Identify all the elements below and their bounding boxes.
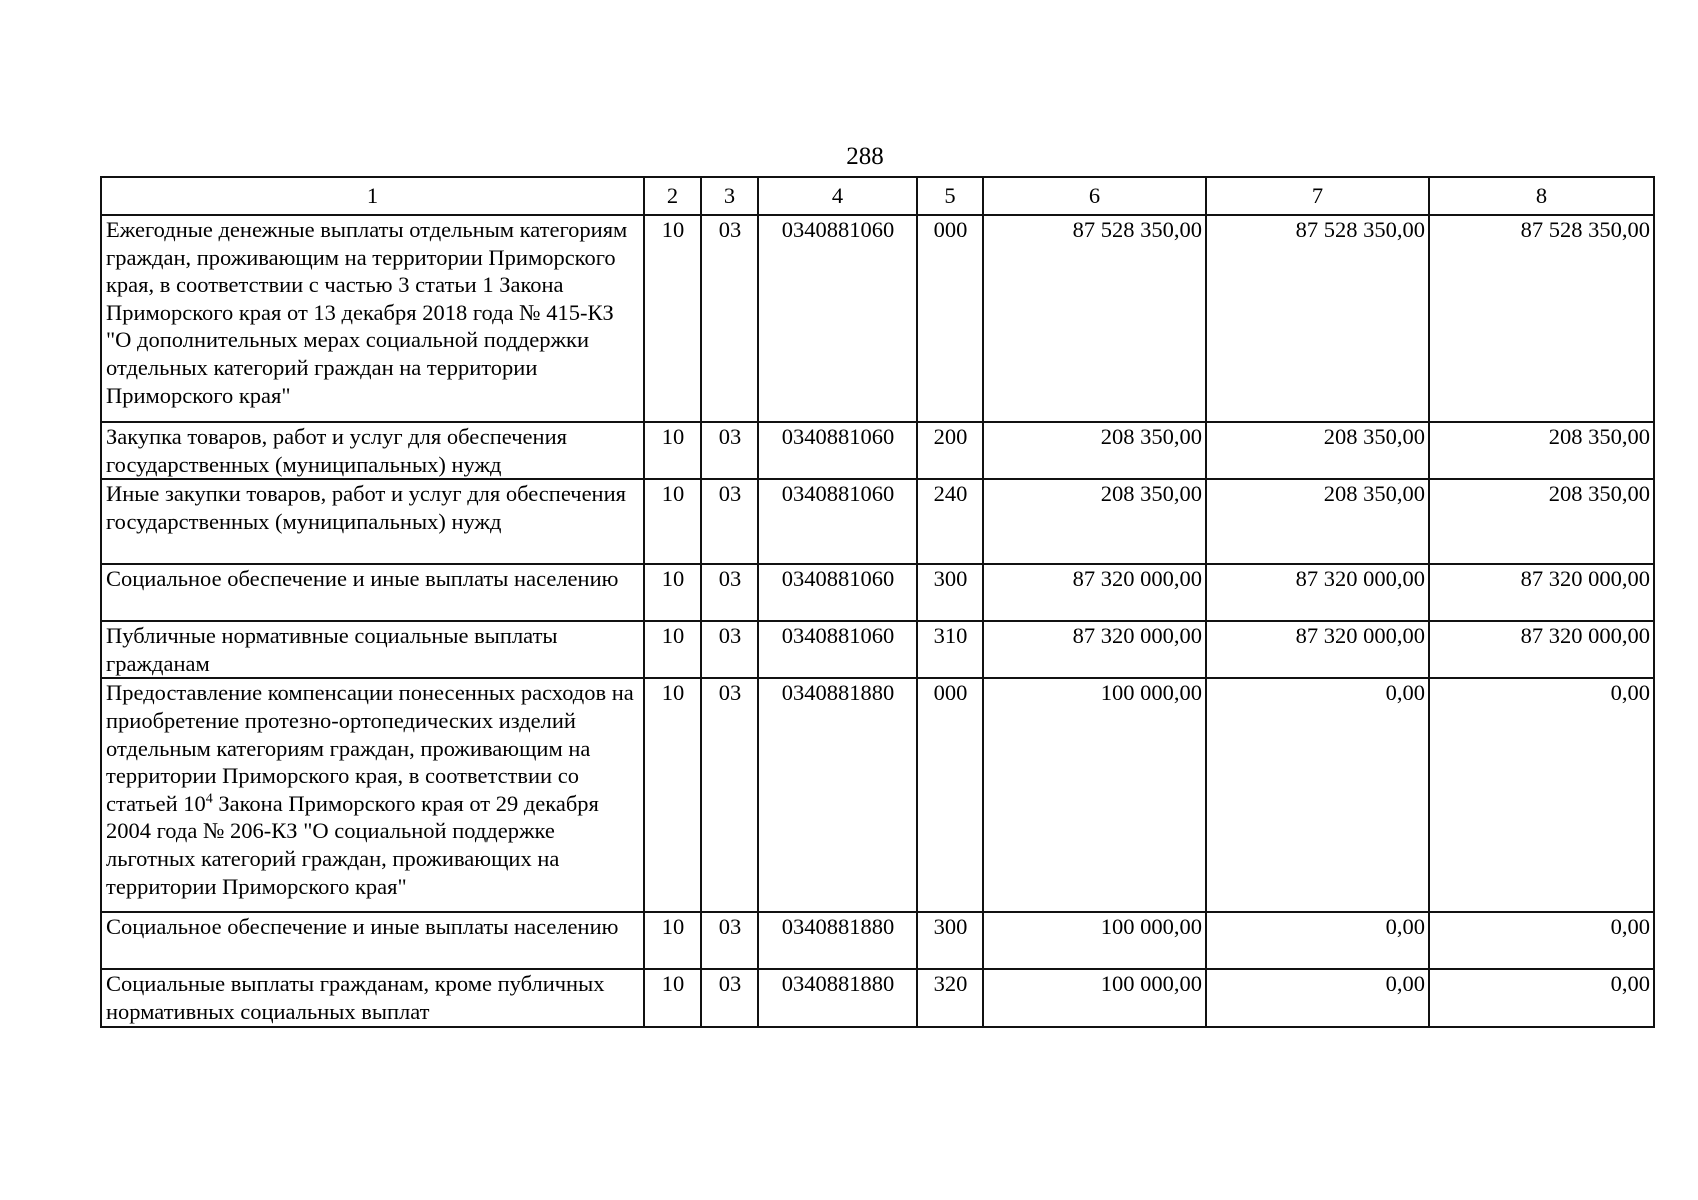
column-header-1: 1 <box>101 177 644 215</box>
section-code-cell: 10 <box>644 969 701 1026</box>
header-row <box>101 177 1654 215</box>
row-name-cell: Ежегодные денежные выплаты отдельным категориям граждан, проживающим на территории Приморского края, в соответствии с частью 3 статьи 1 Закона Приморского края от 13 декабря 2018 года № 415-КЗ "О дополнительных мерах социальной поддержки отдельных категорий граждан на территории Приморского края" <box>101 215 644 422</box>
expense-type-cell: 310 <box>917 621 983 678</box>
section-code-cell: 10 <box>644 479 701 564</box>
row-name-cell: Закупка товаров, работ и услуг для обеспечения государственных (муниципальных) нужд <box>101 422 644 479</box>
table-row <box>101 215 1654 422</box>
amount-year3-cell: 0,00 <box>1429 969 1654 1026</box>
amount-year2-cell: 87 320 000,00 <box>1206 564 1429 621</box>
amount-year3-cell: 208 350,00 <box>1429 479 1654 564</box>
amount-year2-cell: 0,00 <box>1206 912 1429 969</box>
column-header-8: 8 <box>1429 177 1654 215</box>
expense-type-cell: 000 <box>917 215 983 422</box>
expense-type-cell: 000 <box>917 678 983 912</box>
section-code-cell: 10 <box>644 621 701 678</box>
section-code-cell: 10 <box>644 564 701 621</box>
amount-year2-cell: 0,00 <box>1206 969 1429 1026</box>
subsection-code-cell: 03 <box>701 479 758 564</box>
expense-type-cell: 300 <box>917 912 983 969</box>
target-article-cell: 0340881060 <box>758 621 917 678</box>
row-name-cell: Социальное обеспечение и иные выплаты населению <box>101 912 644 969</box>
column-header-3: 3 <box>701 177 758 215</box>
expense-type-cell: 320 <box>917 969 983 1026</box>
target-article-cell: 0340881880 <box>758 969 917 1026</box>
amount-year2-cell: 0,00 <box>1206 678 1429 912</box>
amount-year2-cell: 87 528 350,00 <box>1206 215 1429 422</box>
amount-year1-cell: 87 320 000,00 <box>983 564 1206 621</box>
target-article-cell: 0340881060 <box>758 422 917 479</box>
subsection-code-cell: 03 <box>701 621 758 678</box>
budget-table <box>100 176 1655 1028</box>
section-code-cell: 10 <box>644 678 701 912</box>
row-name-cell: Иные закупки товаров, работ и услуг для обеспечения государственных (муниципальных) нужд <box>101 479 644 564</box>
subsection-code-cell: 03 <box>701 678 758 912</box>
expense-type-cell: 200 <box>917 422 983 479</box>
amount-year2-cell: 208 350,00 <box>1206 479 1429 564</box>
column-header-4: 4 <box>758 177 917 215</box>
amount-year2-cell: 208 350,00 <box>1206 422 1429 479</box>
target-article-cell: 0340881060 <box>758 215 917 422</box>
amount-year2-cell: 87 320 000,00 <box>1206 621 1429 678</box>
amount-year1-cell: 100 000,00 <box>983 969 1206 1026</box>
column-header-5: 5 <box>917 177 983 215</box>
subsection-code-cell: 03 <box>701 912 758 969</box>
row-name-superscript: 4 <box>205 791 213 807</box>
row-name-text-continued: Закона Приморского края от 29 декабря 2004 года № 206-КЗ "О социальной поддержке льготных категорий граждан, проживающих на территории Приморского края" <box>106 790 599 899</box>
amount-year1-cell: 100 000,00 <box>983 912 1206 969</box>
amount-year3-cell: 0,00 <box>1429 678 1654 912</box>
column-header-7: 7 <box>1206 177 1429 215</box>
expense-type-cell: 300 <box>917 564 983 621</box>
amount-year1-cell: 87 528 350,00 <box>983 215 1206 422</box>
section-code-cell: 10 <box>644 215 701 422</box>
amount-year3-cell: 87 320 000,00 <box>1429 564 1654 621</box>
table-row <box>101 479 1654 564</box>
subsection-code-cell: 03 <box>701 215 758 422</box>
column-header-2: 2 <box>644 177 701 215</box>
target-article-cell: 0340881060 <box>758 564 917 621</box>
amount-year3-cell: 87 320 000,00 <box>1429 621 1654 678</box>
row-name-cell: Социальные выплаты гражданам, кроме публичных нормативных социальных выплат <box>101 969 644 1026</box>
amount-year1-cell: 208 350,00 <box>983 479 1206 564</box>
table-row <box>101 621 1654 678</box>
section-code-cell: 10 <box>644 422 701 479</box>
amount-year1-cell: 208 350,00 <box>983 422 1206 479</box>
table-row <box>101 912 1654 969</box>
row-name-cell: Социальное обеспечение и иные выплаты населению <box>101 564 644 621</box>
column-header-6: 6 <box>983 177 1206 215</box>
table-row <box>101 969 1654 1026</box>
target-article-cell: 0340881880 <box>758 912 917 969</box>
table-row <box>101 422 1654 479</box>
amount-year1-cell: 87 320 000,00 <box>983 621 1206 678</box>
amount-year3-cell: 0,00 <box>1429 912 1654 969</box>
table-row <box>101 564 1654 621</box>
target-article-cell: 0340881880 <box>758 678 917 912</box>
amount-year1-cell: 100 000,00 <box>983 678 1206 912</box>
subsection-code-cell: 03 <box>701 969 758 1026</box>
subsection-code-cell: 03 <box>701 422 758 479</box>
amount-year3-cell: 208 350,00 <box>1429 422 1654 479</box>
row-name-cell: Публичные нормативные социальные выплаты гражданам <box>101 621 644 678</box>
row-name-cell <box>101 678 644 912</box>
section-code-cell: 10 <box>644 912 701 969</box>
page-number: 288 <box>846 143 884 170</box>
table-row <box>101 678 1654 912</box>
amount-year3-cell: 87 528 350,00 <box>1429 215 1654 422</box>
row-name-text: Предоставление компенсации понесенных расходов на приобретение протезно-ортопедических изделий отдельным категориям граждан, проживающим на территории Приморского края, в соответствии со статьей 10 <box>106 680 634 816</box>
target-article-cell: 0340881060 <box>758 479 917 564</box>
expense-type-cell: 240 <box>917 479 983 564</box>
subsection-code-cell: 03 <box>701 564 758 621</box>
